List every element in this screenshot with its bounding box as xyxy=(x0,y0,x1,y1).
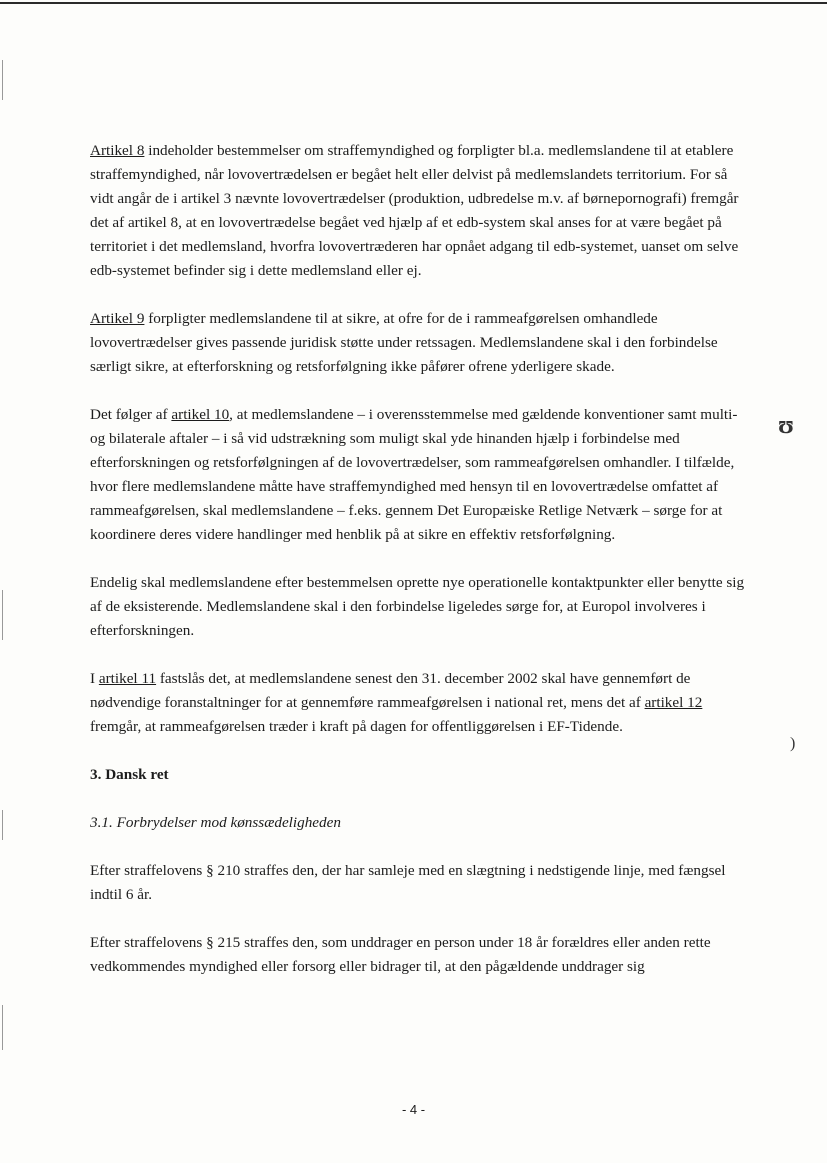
artikel-12-link: artikel 12 xyxy=(644,694,703,711)
subsection-heading: 3.1. Forbrydelser mod kønssædeligheden xyxy=(90,814,341,831)
artikel-9-link: Artikel 9 xyxy=(90,310,145,327)
paragraph-artikel-10 xyxy=(90,403,750,547)
paragraph-210: Efter straffelovens § 210 straffes den, der har samleje med en slægtning i nedstigende linje, med fængsel indtil 6 år. xyxy=(90,862,726,903)
paragraph-artikel-8 xyxy=(90,139,750,283)
paragraph-text: fastslås det, at medlemslandene senest den 31. december 2002 skal have gennemført de nødvendige foranstaltninger for at gennemføre rammeafgørelsen i national ret, mens det af xyxy=(90,670,691,711)
paragraph-text: fremgår, at rammeafgørelsen træder i kraft på dagen for offentliggørelsen i EF-Tidende. xyxy=(90,718,623,735)
artikel-8-link: Artikel 8 xyxy=(90,142,145,159)
document-body xyxy=(90,139,750,979)
paragraph-text: , at medlemslandene – i overensstemmelse med gældende konventioner samt multi- og bilaterale aftaler – i så vid udstrækning som muligt skal yde hinanden hjælp i forbindelse med efterforskningen og retsforfølgningen af de lovovertrædelser, som rammeafgørelsen omhandler. I tilfælde, hvor flere medlemslandene måtte have straffemyndighed med hensyn til en lovovertrædelse omfattet af rammeafgørelsen, skal medlemslandene – f.eks. gennem Det Europæiske Retlige Netværk – sørge for at koordinere deres videre handlinger med henblik på at sikre en effektiv retsforfølgning. xyxy=(90,406,738,543)
artikel-11-link: artikel 11 xyxy=(98,670,157,687)
margin-mark-hole: ʊ xyxy=(778,410,795,439)
scan-top-line xyxy=(0,2,827,4)
paragraph-artikel-11-12 xyxy=(90,667,750,739)
paragraph-text: indeholder bestemmelser om straffemyndighed og forpligter bl.a. medlemslandene til at etablere straffemyndighed, når lovovertrædelsen er begået helt eller delvist på medlemslandets territorium. For så vidt angår de i artikel 3 nævnte lovovertrædelser (produktion, udbredelse m.v. af børnepornografi) fremgår det af artikel 8, at en lovovertrædelse begået ved hjælp af et edb-system skal anses for at være begået på territoriet i det medlemsland, hvorfra lovovertræderen har opnået adgang til edb-systemet, uanset om selve edb-systemet befinder sig i dette medlemsland eller ej. xyxy=(90,142,739,279)
page-number: - 4 - xyxy=(401,1102,426,1117)
paragraph-text: forpligter medlemslandene til at sikre, at ofre for de i rammeafgørelsen omhandlede lovovertrædelser gives passende juridisk støtte under retssagen. Medlemslandene skal i den forbindelse særligt sikre, at efterforskning og retsforfølgning ikke påfører ofrene yderligere skade. xyxy=(90,310,718,375)
scan-edge-mark xyxy=(2,810,3,840)
artikel-10-link: artikel 10 xyxy=(171,406,230,423)
scan-edge-mark xyxy=(2,1005,3,1050)
paragraph-text: Endelig skal medlemslandene efter bestemmelsen oprette nye operationelle kontaktpunkter eller benytte sig af de eksisterende. Medlemslandene skal i den forbindelse ligeledes sørge for, at Europol involveres i efterforskningen. xyxy=(90,574,745,639)
section-heading: 3. Dansk ret xyxy=(90,766,169,783)
paragraph-text: Det følger af xyxy=(90,406,172,423)
margin-mark-bracket: ) xyxy=(790,735,796,752)
paragraph-kontaktpunkter xyxy=(90,571,750,643)
scan-edge-mark xyxy=(2,590,3,640)
paragraph-artikel-9 xyxy=(90,307,750,379)
paragraph-text: I xyxy=(90,670,99,687)
scan-edge-mark xyxy=(2,60,3,100)
paragraph-215: Efter straffelovens § 215 straffes den, som unddrager en person under 18 år forældres eller anden rette vedkommendes myndighed eller forsorg eller bidrager til, at den pågældende unddrager sig xyxy=(90,934,711,975)
